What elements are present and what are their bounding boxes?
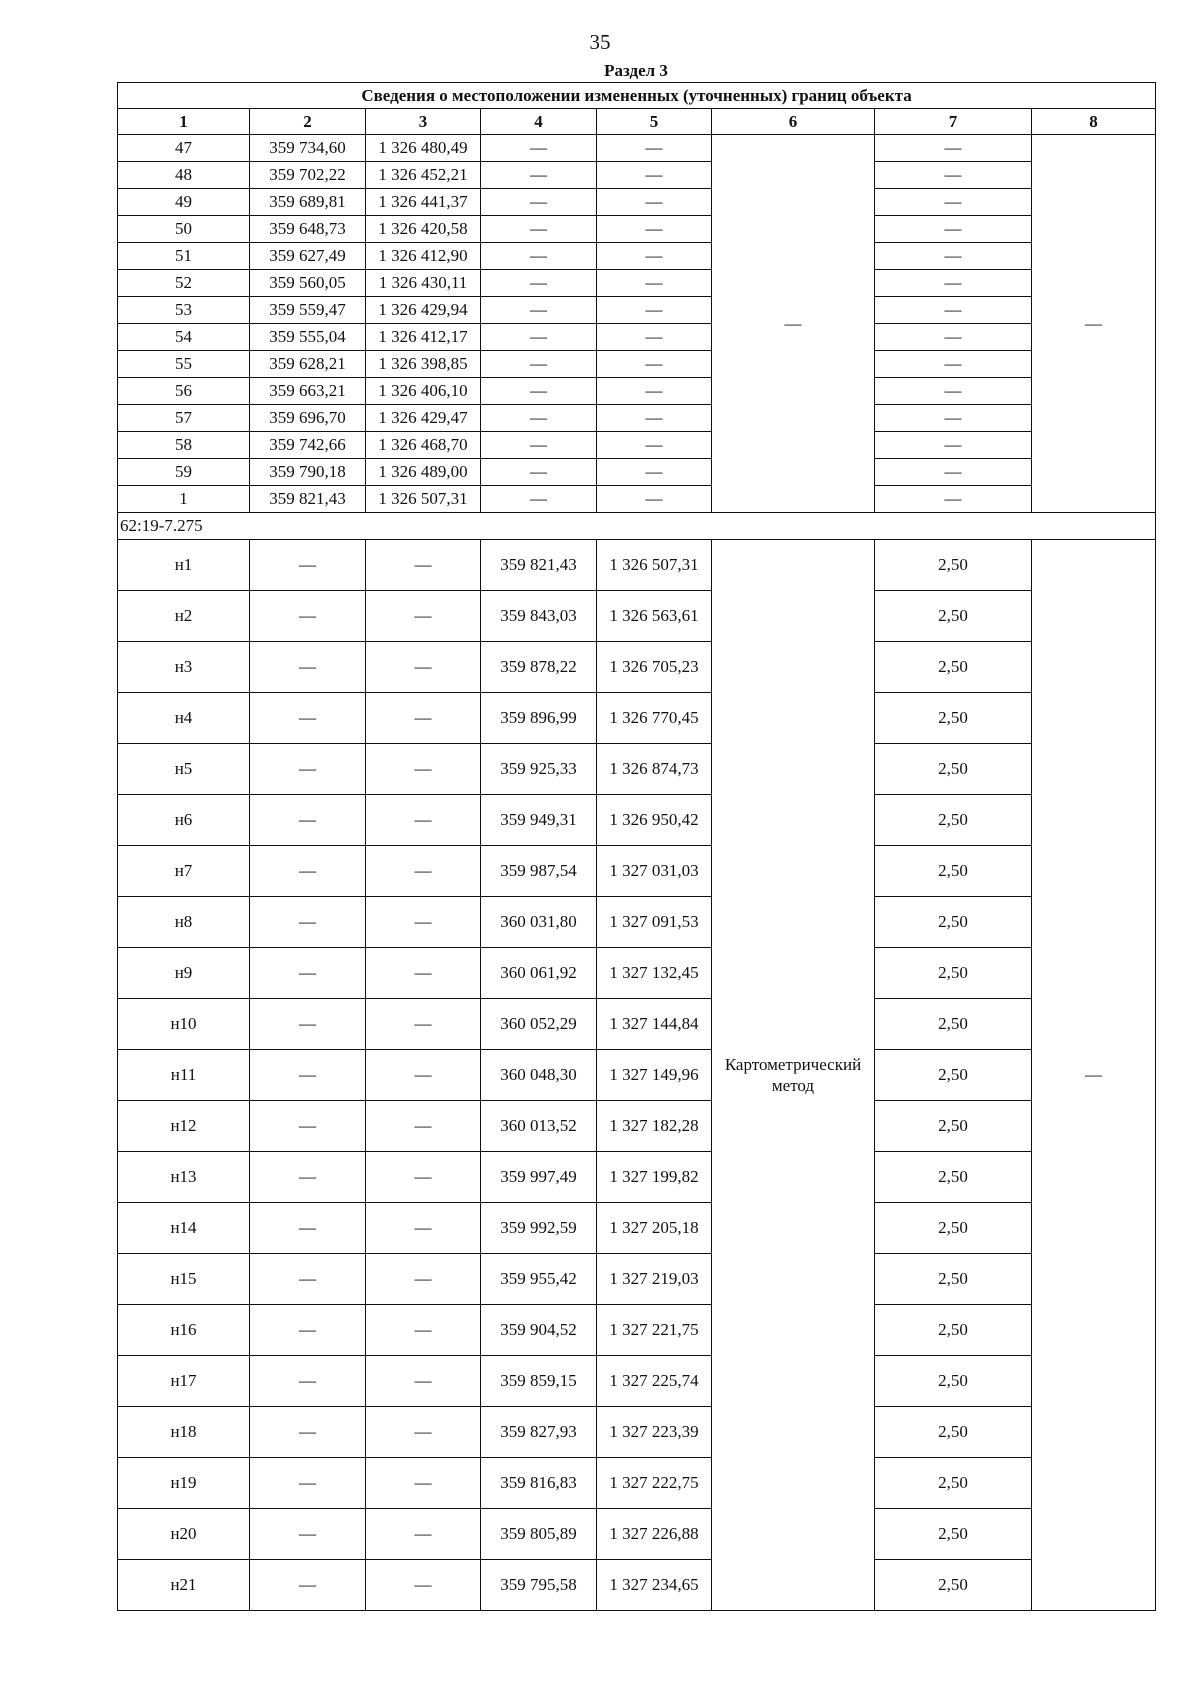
y-new-cell: — [597, 243, 712, 270]
y-old-cell: 1 326 429,47 [366, 405, 481, 432]
y-new-cell: 1 327 199,82 [597, 1152, 712, 1203]
y-old-cell: 1 326 468,70 [366, 432, 481, 459]
accuracy-cell: — [875, 189, 1032, 216]
column-number-2: 2 [250, 109, 366, 135]
y-new-cell: — [597, 324, 712, 351]
accuracy-cell: 2,50 [875, 1305, 1032, 1356]
accuracy-cell: 2,50 [875, 846, 1032, 897]
table-row [118, 243, 1156, 270]
parcel-number: 62:19-7.275 [118, 513, 1156, 540]
point-number-cell: н4 [118, 693, 250, 744]
table-row [118, 324, 1156, 351]
point-number-cell: н11 [118, 1050, 250, 1101]
x-new-cell: — [481, 135, 597, 162]
x-new-cell: — [481, 189, 597, 216]
y-old-cell: — [366, 1203, 481, 1254]
y-new-cell: 1 326 770,45 [597, 693, 712, 744]
y-new-cell: 1 326 563,61 [597, 591, 712, 642]
x-new-cell: — [481, 432, 597, 459]
point-number-cell: н18 [118, 1407, 250, 1458]
x-new-cell: 359 896,99 [481, 693, 597, 744]
section-label: Раздел 3 [604, 61, 668, 80]
accuracy-cell: — [875, 378, 1032, 405]
column-number-6: 6 [712, 109, 875, 135]
y-new-cell: 1 327 226,88 [597, 1509, 712, 1560]
y-new-cell: 1 327 222,75 [597, 1458, 712, 1509]
point-number-cell: н3 [118, 642, 250, 693]
table-row [118, 1305, 1156, 1356]
y-new-cell: 1 327 091,53 [597, 897, 712, 948]
x-new-cell: 359 859,15 [481, 1356, 597, 1407]
y-new-cell: — [597, 486, 712, 513]
table-row [118, 351, 1156, 378]
table-row [118, 297, 1156, 324]
accuracy-cell: — [875, 297, 1032, 324]
table-title-row [118, 83, 1156, 109]
table-row [118, 135, 1156, 162]
x-old-cell: 359 628,21 [250, 351, 366, 378]
x-new-cell: — [481, 405, 597, 432]
table-row [118, 693, 1156, 744]
point-number-cell: 49 [118, 189, 250, 216]
column-number-8: 8 [1032, 109, 1156, 135]
table-row [118, 1509, 1156, 1560]
table-row [118, 1560, 1156, 1611]
point-number-cell: н10 [118, 999, 250, 1050]
parcel-number-row [118, 513, 1156, 540]
method-cell: Картометрический метод [712, 540, 875, 1611]
x-old-cell: — [250, 1152, 366, 1203]
x-new-cell: — [481, 486, 597, 513]
y-old-cell: — [366, 744, 481, 795]
y-old-cell: — [366, 1407, 481, 1458]
point-number-cell: 56 [118, 378, 250, 405]
point-number-cell: н21 [118, 1560, 250, 1611]
x-old-cell: 359 555,04 [250, 324, 366, 351]
table-body [118, 83, 1156, 1611]
table-row [118, 846, 1156, 897]
x-old-cell: 359 627,49 [250, 243, 366, 270]
table-row [118, 1356, 1156, 1407]
accuracy-cell: — [875, 351, 1032, 378]
accuracy-cell: 2,50 [875, 1458, 1032, 1509]
table-row [118, 459, 1156, 486]
y-old-cell: — [366, 540, 481, 591]
y-old-cell: — [366, 1254, 481, 1305]
x-new-cell: 360 061,92 [481, 948, 597, 999]
accuracy-cell: — [875, 243, 1032, 270]
y-old-cell: 1 326 507,31 [366, 486, 481, 513]
x-new-cell: 360 048,30 [481, 1050, 597, 1101]
y-new-cell: 1 327 149,96 [597, 1050, 712, 1101]
table-row [118, 432, 1156, 459]
y-old-cell: — [366, 1101, 481, 1152]
accuracy-cell: — [875, 432, 1032, 459]
x-old-cell: 359 702,22 [250, 162, 366, 189]
x-old-cell: 359 559,47 [250, 297, 366, 324]
point-number-cell: 59 [118, 459, 250, 486]
accuracy-cell: 2,50 [875, 1560, 1032, 1611]
x-old-cell: — [250, 591, 366, 642]
point-number-cell: н15 [118, 1254, 250, 1305]
x-new-cell: — [481, 324, 597, 351]
x-old-cell: — [250, 1050, 366, 1101]
column-number-3: 3 [366, 109, 481, 135]
x-old-cell: — [250, 693, 366, 744]
accuracy-cell: 2,50 [875, 591, 1032, 642]
table-row [118, 216, 1156, 243]
x-new-cell: 359 795,58 [481, 1560, 597, 1611]
y-old-cell: — [366, 1458, 481, 1509]
y-old-cell: — [366, 1305, 481, 1356]
x-old-cell: — [250, 1458, 366, 1509]
y-new-cell: — [597, 216, 712, 243]
accuracy-cell: 2,50 [875, 999, 1032, 1050]
y-old-cell: — [366, 1356, 481, 1407]
column-number-4: 4 [481, 109, 597, 135]
column-number-7: 7 [875, 109, 1032, 135]
y-old-cell: — [366, 1152, 481, 1203]
x-new-cell: — [481, 459, 597, 486]
y-old-cell: — [366, 795, 481, 846]
y-old-cell: — [366, 1509, 481, 1560]
table-row [118, 378, 1156, 405]
accuracy-cell: 2,50 [875, 1203, 1032, 1254]
y-old-cell: 1 326 489,00 [366, 459, 481, 486]
x-new-cell: 359 904,52 [481, 1305, 597, 1356]
page-number: 35 [589, 30, 611, 54]
accuracy-cell: 2,50 [875, 1152, 1032, 1203]
table-row [118, 405, 1156, 432]
point-number-cell: 51 [118, 243, 250, 270]
accuracy-cell: 2,50 [875, 642, 1032, 693]
x-new-cell: 359 827,93 [481, 1407, 597, 1458]
accuracy-cell: — [875, 162, 1032, 189]
column-number-5: 5 [597, 109, 712, 135]
point-number-cell: н7 [118, 846, 250, 897]
y-old-cell: 1 326 412,90 [366, 243, 481, 270]
column-8-cell: — [1032, 135, 1156, 513]
y-new-cell: 1 327 132,45 [597, 948, 712, 999]
accuracy-cell: 2,50 [875, 897, 1032, 948]
x-old-cell: 359 790,18 [250, 459, 366, 486]
point-number-cell: н20 [118, 1509, 250, 1560]
x-old-cell: — [250, 1356, 366, 1407]
method-cell: — [712, 135, 875, 513]
x-old-cell: 359 696,70 [250, 405, 366, 432]
y-new-cell: 1 326 705,23 [597, 642, 712, 693]
table-row [118, 948, 1156, 999]
x-old-cell: — [250, 846, 366, 897]
x-old-cell: — [250, 744, 366, 795]
accuracy-cell: — [875, 459, 1032, 486]
column-number-1: 1 [118, 109, 250, 135]
table-row [118, 270, 1156, 297]
x-old-cell: — [250, 540, 366, 591]
x-new-cell: 360 013,52 [481, 1101, 597, 1152]
y-new-cell: 1 327 225,74 [597, 1356, 712, 1407]
table-row [118, 1152, 1156, 1203]
x-old-cell: — [250, 642, 366, 693]
accuracy-cell: 2,50 [875, 744, 1032, 795]
y-new-cell: 1 327 219,03 [597, 1254, 712, 1305]
accuracy-cell: 2,50 [875, 540, 1032, 591]
table-row [118, 1050, 1156, 1101]
x-new-cell: 359 997,49 [481, 1152, 597, 1203]
y-new-cell: — [597, 405, 712, 432]
y-old-cell: — [366, 1050, 481, 1101]
column-number-row [118, 109, 1156, 135]
point-number-cell: н2 [118, 591, 250, 642]
accuracy-cell: — [875, 135, 1032, 162]
accuracy-cell: 2,50 [875, 795, 1032, 846]
accuracy-cell: 2,50 [875, 1050, 1032, 1101]
x-new-cell: — [481, 297, 597, 324]
x-old-cell: — [250, 1305, 366, 1356]
y-new-cell: 1 327 234,65 [597, 1560, 712, 1611]
table-row [118, 795, 1156, 846]
y-old-cell: 1 326 480,49 [366, 135, 481, 162]
table-row [118, 591, 1156, 642]
y-new-cell: 1 327 205,18 [597, 1203, 712, 1254]
x-old-cell: — [250, 1101, 366, 1152]
y-new-cell: — [597, 297, 712, 324]
y-new-cell: — [597, 270, 712, 297]
y-new-cell: — [597, 459, 712, 486]
table-row [118, 1254, 1156, 1305]
table-row [118, 897, 1156, 948]
accuracy-cell: — [875, 405, 1032, 432]
accuracy-cell: 2,50 [875, 693, 1032, 744]
y-old-cell: 1 326 420,58 [366, 216, 481, 243]
point-number-cell: 57 [118, 405, 250, 432]
x-old-cell: — [250, 948, 366, 999]
point-number-cell: н6 [118, 795, 250, 846]
point-number-cell: н8 [118, 897, 250, 948]
x-old-cell: 359 560,05 [250, 270, 366, 297]
table-row [118, 189, 1156, 216]
x-new-cell: — [481, 162, 597, 189]
point-number-cell: 47 [118, 135, 250, 162]
x-new-cell: 359 805,89 [481, 1509, 597, 1560]
table-row [118, 1101, 1156, 1152]
point-number-cell: 52 [118, 270, 250, 297]
y-old-cell: — [366, 693, 481, 744]
x-new-cell: 359 821,43 [481, 540, 597, 591]
y-old-cell: — [366, 846, 481, 897]
x-new-cell: 359 816,83 [481, 1458, 597, 1509]
point-number-cell: 48 [118, 162, 250, 189]
y-new-cell: 1 326 950,42 [597, 795, 712, 846]
x-old-cell: 359 821,43 [250, 486, 366, 513]
table-row [118, 744, 1156, 795]
y-new-cell: — [597, 432, 712, 459]
x-new-cell: 360 031,80 [481, 897, 597, 948]
y-old-cell: 1 326 441,37 [366, 189, 481, 216]
y-old-cell: — [366, 591, 481, 642]
point-number-cell: 50 [118, 216, 250, 243]
x-old-cell: — [250, 999, 366, 1050]
x-old-cell: — [250, 897, 366, 948]
point-number-cell: н13 [118, 1152, 250, 1203]
x-new-cell: 359 992,59 [481, 1203, 597, 1254]
point-number-cell: 54 [118, 324, 250, 351]
y-old-cell: 1 326 412,17 [366, 324, 481, 351]
document-sheet [117, 60, 1155, 1611]
table-row [118, 999, 1156, 1050]
y-new-cell: 1 327 144,84 [597, 999, 712, 1050]
accuracy-cell: 2,50 [875, 1509, 1032, 1560]
x-new-cell: — [481, 243, 597, 270]
point-number-cell: н19 [118, 1458, 250, 1509]
x-old-cell: — [250, 1509, 366, 1560]
x-new-cell: — [481, 270, 597, 297]
point-number-cell: 53 [118, 297, 250, 324]
y-new-cell: — [597, 189, 712, 216]
y-old-cell: — [366, 999, 481, 1050]
y-old-cell: — [366, 1560, 481, 1611]
x-old-cell: 359 734,60 [250, 135, 366, 162]
accuracy-cell: 2,50 [875, 1101, 1032, 1152]
x-old-cell: — [250, 1254, 366, 1305]
point-number-cell: н5 [118, 744, 250, 795]
y-new-cell: 1 327 223,39 [597, 1407, 712, 1458]
point-number-cell: 1 [118, 486, 250, 513]
y-new-cell: 1 327 182,28 [597, 1101, 712, 1152]
y-old-cell: 1 326 430,11 [366, 270, 481, 297]
x-new-cell: 359 955,42 [481, 1254, 597, 1305]
x-new-cell: 359 925,33 [481, 744, 597, 795]
y-new-cell: 1 327 221,75 [597, 1305, 712, 1356]
x-old-cell: 359 663,21 [250, 378, 366, 405]
accuracy-cell: 2,50 [875, 1407, 1032, 1458]
table-row [118, 1203, 1156, 1254]
x-old-cell: 359 742,66 [250, 432, 366, 459]
accuracy-cell: — [875, 270, 1032, 297]
point-number-cell: н9 [118, 948, 250, 999]
point-number-cell: н16 [118, 1305, 250, 1356]
y-new-cell: — [597, 162, 712, 189]
y-old-cell: 1 326 452,21 [366, 162, 481, 189]
y-new-cell: — [597, 351, 712, 378]
x-old-cell: — [250, 1203, 366, 1254]
accuracy-cell: 2,50 [875, 1356, 1032, 1407]
y-old-cell: 1 326 398,85 [366, 351, 481, 378]
x-old-cell: 359 648,73 [250, 216, 366, 243]
x-old-cell: — [250, 1407, 366, 1458]
y-new-cell: — [597, 378, 712, 405]
y-old-cell: — [366, 897, 481, 948]
y-new-cell: 1 326 507,31 [597, 540, 712, 591]
table-row [118, 486, 1156, 513]
table-row [118, 1407, 1156, 1458]
x-new-cell: — [481, 378, 597, 405]
boundary-coordinates-table [117, 82, 1156, 1611]
y-old-cell: 1 326 406,10 [366, 378, 481, 405]
y-new-cell: 1 327 031,03 [597, 846, 712, 897]
x-old-cell: — [250, 1560, 366, 1611]
point-number-cell: н14 [118, 1203, 250, 1254]
x-new-cell: 359 878,22 [481, 642, 597, 693]
point-number-cell: н1 [118, 540, 250, 591]
accuracy-cell: 2,50 [875, 1254, 1032, 1305]
point-number-cell: н12 [118, 1101, 250, 1152]
y-new-cell: 1 326 874,73 [597, 744, 712, 795]
y-old-cell: 1 326 429,94 [366, 297, 481, 324]
x-old-cell: — [250, 795, 366, 846]
table-row [118, 642, 1156, 693]
table-row [118, 162, 1156, 189]
x-old-cell: 359 689,81 [250, 189, 366, 216]
table-row [118, 540, 1156, 591]
table-title: Сведения о местоположении измененных (уточненных) границ объекта [118, 83, 1156, 109]
y-new-cell: — [597, 135, 712, 162]
point-number-cell: 58 [118, 432, 250, 459]
y-old-cell: — [366, 642, 481, 693]
x-new-cell: 359 949,31 [481, 795, 597, 846]
accuracy-cell: — [875, 324, 1032, 351]
x-new-cell: 359 843,03 [481, 591, 597, 642]
accuracy-cell: — [875, 216, 1032, 243]
x-new-cell: — [481, 216, 597, 243]
accuracy-cell: — [875, 486, 1032, 513]
x-new-cell: 360 052,29 [481, 999, 597, 1050]
column-8-cell: — [1032, 540, 1156, 1611]
table-row [118, 1458, 1156, 1509]
y-old-cell: — [366, 948, 481, 999]
point-number-cell: 55 [118, 351, 250, 378]
point-number-cell: н17 [118, 1356, 250, 1407]
accuracy-cell: 2,50 [875, 948, 1032, 999]
x-new-cell: — [481, 351, 597, 378]
x-new-cell: 359 987,54 [481, 846, 597, 897]
